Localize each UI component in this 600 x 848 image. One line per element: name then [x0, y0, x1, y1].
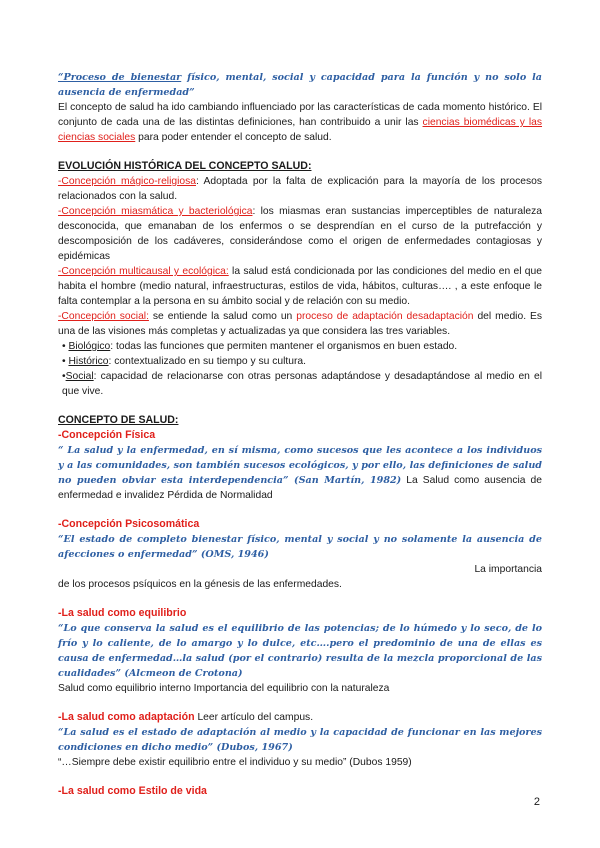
evolucion-text: del medio. Es una de las visiones más completas y actualizadas ya que considera las tres variables. — [58, 311, 543, 337]
equilibrio-title: -La salud como equilibrio — [58, 607, 187, 619]
psico-text-right: La importancia — [474, 564, 542, 575]
intro-quote-underlined: “Proceso de bienestar — [58, 72, 182, 83]
page-number: 2 — [533, 796, 540, 808]
adaptacion-title: -La salud como adaptación — [58, 711, 195, 723]
evolucion-text: se entiende la salud como un — [148, 311, 297, 322]
fisica-title: -Concepción Física — [58, 429, 156, 441]
bullet-term: Biológico — [68, 341, 111, 352]
bullet-term: Histórico — [68, 356, 109, 367]
fisica-block — [58, 443, 542, 503]
variable-bullet — [58, 339, 542, 354]
evolucion-text: : Adoptada por la falta de explicación para la mayoría de los procesos relacionados con la salud. — [58, 176, 542, 202]
evolucion-term: -Concepción multicausal y ecológica: — [58, 266, 229, 277]
variable-bullet — [58, 369, 542, 399]
evolucion-item — [58, 204, 542, 264]
bullet-marker: • — [62, 341, 69, 352]
evolucion-text: : los miasmas eran sustancias imperceptibles de naturaleza desconocida, que emanaban de los enfermos o se desprendían en el curso de la putrefacción y descomposición de los cadáveres, considerándose como el origen de enfermedades contagiosas y epidémicas — [58, 206, 542, 262]
adaptacion-title-suffix: Leer artículo del campus. — [194, 712, 314, 723]
equilibrio-quote: “Lo que conserva la salud es el equilibrio de las potencias; de lo húmedo y lo seco, de lo frío y lo caliente, de lo amargo y lo dulce, etc….pero el predominio de una de ellas es causa de enfermedad…la salud (por el contrario) resulta de la mezcla proporcional de las cualidades” (Alcmeon de Crotona) — [58, 623, 542, 679]
evolucion-item — [58, 174, 542, 204]
evolucion-item — [58, 264, 542, 309]
psico-title: -Concepción Psicosomática — [58, 518, 200, 530]
bullet-term: Social — [65, 371, 94, 382]
equilibrio-text: Salud como equilibrio interno Importancia del equilibrio con la naturaleza — [58, 683, 390, 694]
adaptacion-highlight: proceso de adaptación desadaptación — [296, 311, 474, 322]
evolucion-term: -Concepción miasmática y bacteriológica — [58, 206, 253, 217]
psico-text: de los procesos psíquicos en la génesis de las enfermedades. — [58, 579, 342, 590]
bullet-text: : capacidad de relacionarse con otras personas adaptándose y desadaptándose al medio en el que vive. — [62, 371, 542, 397]
evolucion-text: la salud está condicionada por las condiciones del medio en el que habita el hombre (medio natural, infraestructuras, estilos de vida, hábitos, culturas…. , a este enfoque le falta contemplar a la persona en su ámbito social y de relación con su medio. — [58, 266, 542, 307]
bullet-text: : contextualizado en su tiempo y su cultura. — [108, 356, 306, 367]
adaptacion-title-line — [58, 710, 542, 725]
variable-bullet — [58, 354, 542, 369]
concepto-heading: CONCEPTO DE SALUD: — [58, 414, 179, 426]
intro-text-1: El concepto de salud ha ido cambiando influenciado por las características de cada momento histórico. El conjunto de cada una de las distintas definiciones, han contribuido a unir las — [58, 102, 542, 128]
adaptacion-text: “…Siempre debe existir equilibrio entre el individuo y su medio” (Dubos 1959) — [58, 757, 412, 768]
intro-quote-rest: físico, mental, social y capacidad para la función y no solo la ausencia de enfermedad” — [58, 72, 543, 98]
evolucion-term: -Concepción social: — [58, 311, 149, 322]
intro-ciencias-link: ciencias biomédicas y las ciencias sociales — [58, 117, 543, 143]
bullet-text: : todas las funciones que permiten mantener el organismos en buen estado. — [110, 341, 458, 352]
evolucion-heading: EVOLUCIÓN HISTÓRICA DEL CONCEPTO SALUD: — [58, 160, 312, 172]
psico-quote: “El estado de completo bienestar físico, mental y social y no solamente la ausencia de afecciones o enfermedad” (OMS, 1946) — [58, 534, 542, 560]
adaptacion-quote: “La salud es el estado de adaptación al medio y la capacidad de funcionar en las mejores condiciones en dicho medio” (Dubos, 1967) — [58, 727, 542, 753]
fisica-text: La Salud como ausencia de enfermedad e invalidez Pérdida de Normalidad — [58, 475, 542, 501]
bullet-marker: • — [62, 371, 66, 382]
fisica-quote: “ La salud y la enfermedad, en sí misma, como sucesos que les acontece a los individuos y a las comunidades, son también sucesos ecológicos, y por ello, las definiciones de salud no pueden obviar esta interdependencia” (San Martín, 1982) — [58, 445, 542, 486]
intro-quote — [58, 70, 542, 100]
evolucion-term: -Concepción mágico-religiosa — [58, 176, 196, 187]
intro-text-2: para poder entender el concepto de salud. — [135, 132, 332, 143]
evolucion-item-social — [58, 309, 542, 339]
estilo-title: -La salud como Estilo de vida — [58, 785, 207, 797]
intro-paragraph — [58, 100, 542, 145]
bullet-marker: • — [62, 356, 69, 367]
